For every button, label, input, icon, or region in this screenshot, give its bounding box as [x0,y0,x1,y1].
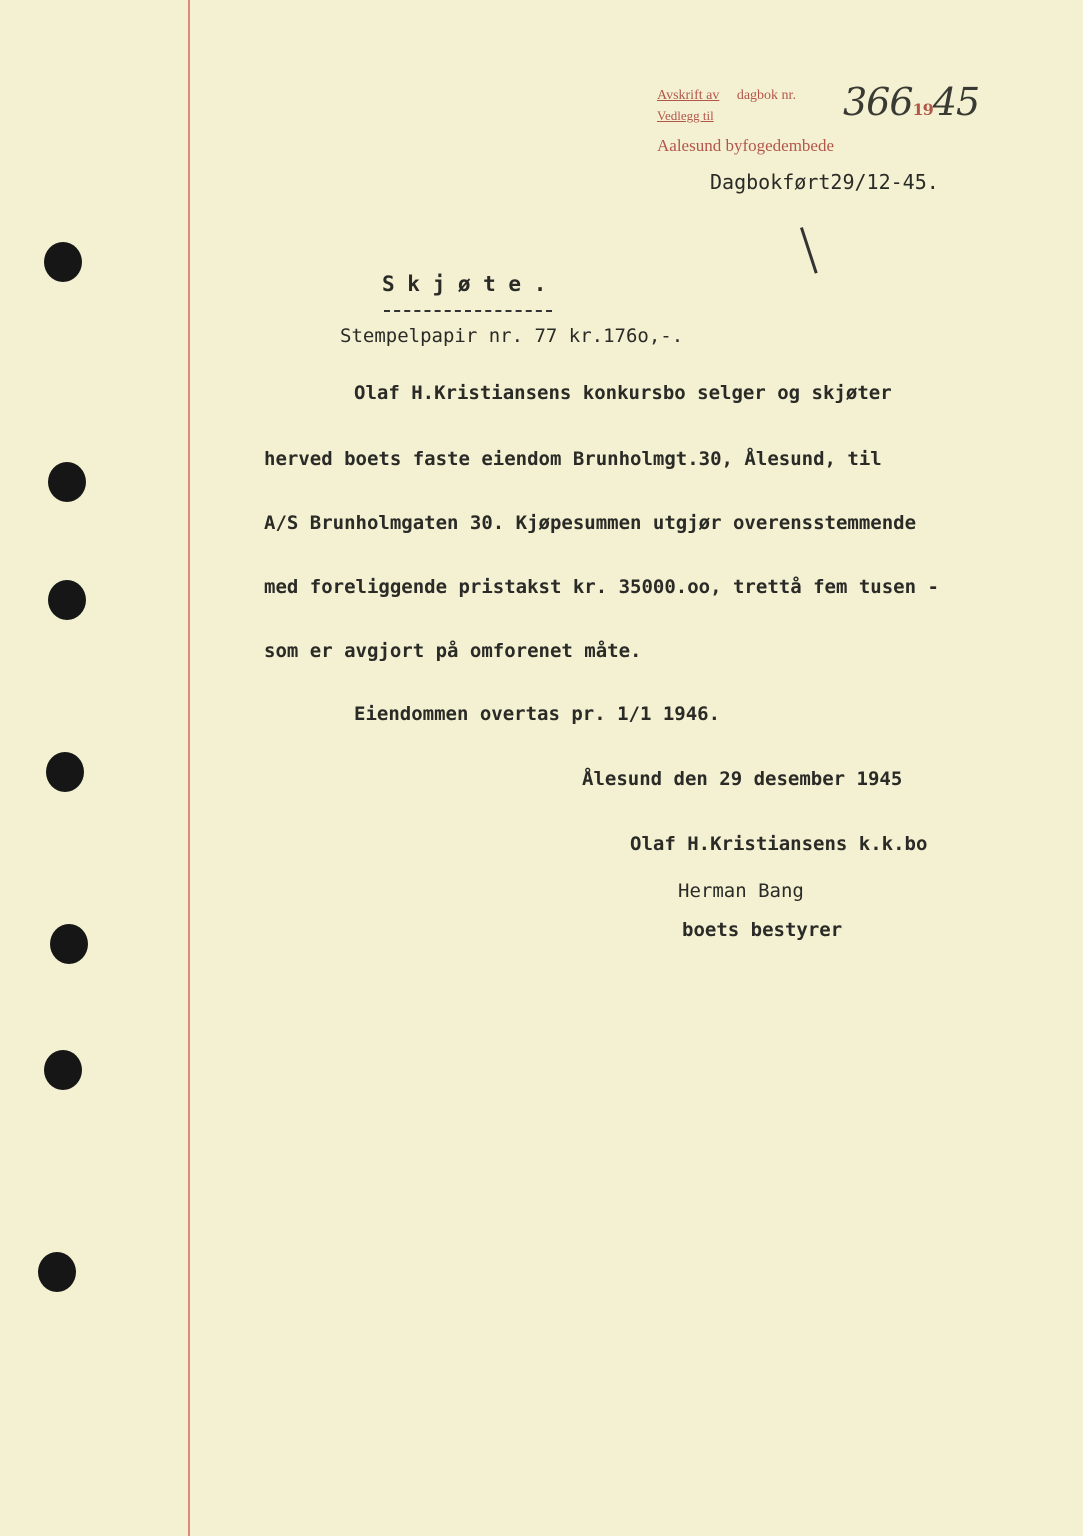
document-title: S k j ø t e . [382,272,547,296]
punch-hole [38,1252,76,1292]
stamp-avskrift: Avskrift av [657,88,720,103]
title-underline [384,310,552,312]
punch-hole [50,924,88,964]
body-line-4: med foreliggende pristakst kr. 35000.oo, trettå fem tusen - [264,576,939,598]
journal-year-prefix: 19 [912,100,933,119]
punch-hole [44,1050,82,1090]
overtas-line: Eiendommen overtas pr. 1/1 1946. [354,703,721,725]
stamp-dagbok: dagbok nr. [736,88,796,103]
handwritten-journal-number [843,80,979,124]
punch-hole [44,242,82,282]
margin-line [188,0,190,1536]
stamp-line-1 [657,88,796,104]
stamp-vedlegg: Vedlegg til [657,108,714,123]
punch-hole [46,752,84,792]
handwritten-tick [800,227,818,274]
punch-hole [48,580,86,620]
stempel-line: Stempelpapir nr. 77 kr.176o,-. [340,325,684,347]
body-line-3: A/S Brunholmgaten 30. Kjøpesummen utgjør overensstemmende [264,512,917,534]
signature-org: Olaf H.Kristiansens k.k.bo [630,833,928,855]
body-line-5: som er avgjort på omforenet måte. [264,640,642,662]
date-line: Ålesund den 29 desember 1945 [582,768,903,790]
stamp-office: Aalesund byfogedembede [657,136,835,155]
journal-year-suffix: 45 [932,80,980,124]
body-line-1: Olaf H.Kristiansens konkursbo selger og skjøter [354,382,892,404]
dagbokfort-line: Dagbokført29/12-45. [710,170,939,194]
punch-hole [48,462,86,502]
body-line-2: herved boets faste eiendom Brunholmgt.30, Ålesund, til [264,448,882,470]
journal-number: 366 [843,80,913,124]
signature-role: boets bestyrer [682,919,843,941]
signature-name: Herman Bang [678,880,804,902]
